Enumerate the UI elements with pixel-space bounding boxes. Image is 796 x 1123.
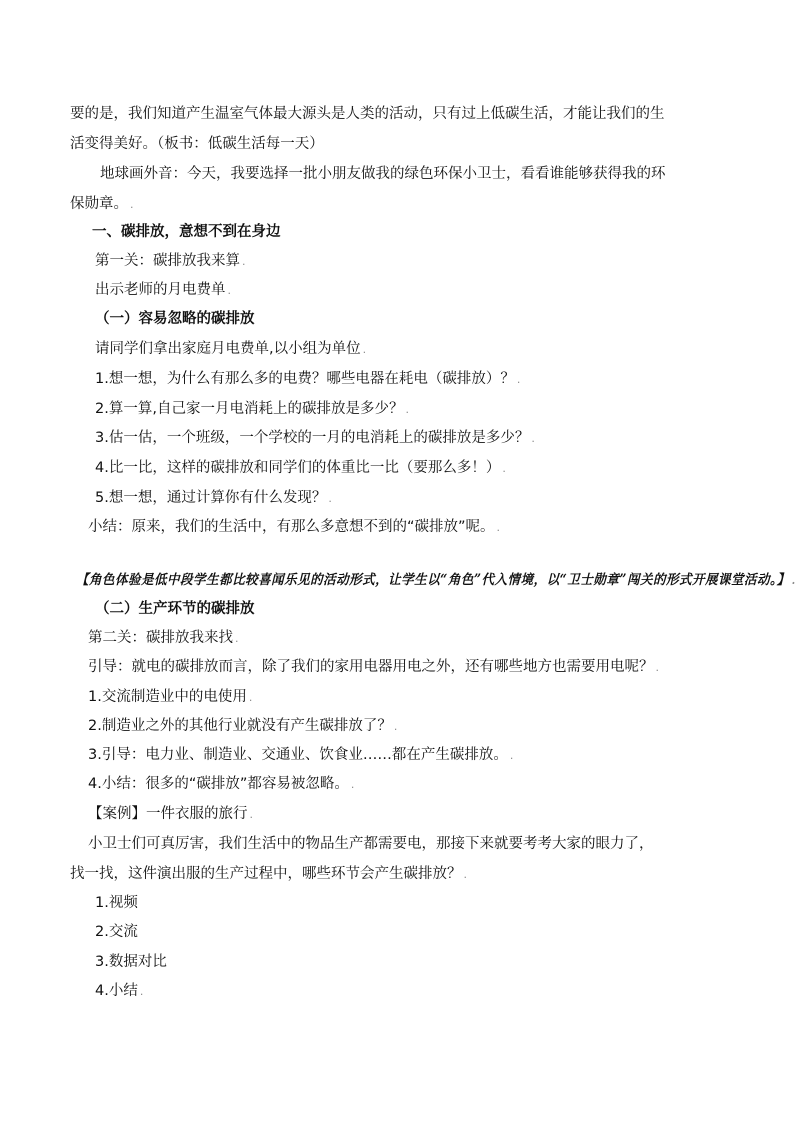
paragraph-line: 第一关：碳排放我来算 . [95, 253, 246, 269]
paragraph-line: 活变得美好。（板书：低碳生活每一天） [70, 136, 324, 152]
list-item: 2.制造业之外的其他行业就没有产生碳排放了？ . [88, 718, 398, 734]
paragraph-line: 出示老师的月电费单 . [95, 282, 231, 298]
paragraph-line: 地球画外音：今天，我要选择一批小朋友做我的绿色环保小卫士，看看谁能够获得我的环 [100, 166, 666, 182]
section-heading: 一、碳排放，意想不到在身边 [92, 224, 281, 240]
paragraph-line: 第二关：碳排放我来找 . [88, 630, 239, 646]
list-item: 5.想一想，通过计算你有什么发现？ . [95, 490, 332, 506]
list-item: 1.交流制造业中的电使用 . [88, 689, 253, 705]
list-item: 3.引导：电力业、制造业、交通业、饮食业……都在产生碳排放。 . [88, 747, 514, 763]
list-item: 4.小结 . [95, 983, 144, 999]
paragraph-line: 小卫士们可真厉害，我们生活中的物品生产都需要电，那接下来就要考考大家的眼力了， [88, 836, 654, 852]
summary-line: 小结：原来，我们的生活中，有那么多意想不到的“碳排放”呢。 . [88, 519, 501, 535]
list-item: 2.算一算,自己家一月电消耗上的碳排放是多少？ . [95, 401, 409, 417]
list-item: 3.估一估，一个班级，一个学校的一月的电消耗上的碳排放是多少？ . [95, 430, 535, 446]
list-item: 4.小结：很多的“碳排放”都容易被忽略。 . [88, 776, 355, 792]
subsection-heading: （一）容易忽略的碳排放 [95, 311, 255, 327]
paragraph-line: 请同学们拿出家庭月电费单,以小组为单位 . [95, 341, 367, 357]
paragraph-line: 找一找，这件演出服的生产过程中，哪些环节会产生碳排放？ . [70, 866, 467, 882]
list-item: 3.数据对比 [95, 954, 167, 970]
teaching-note: 【角色体验是低中段学生都比较喜闻乐见的活动形式，让学生以“角色”代入情境，以“卫士勋章”闯关的形式开展课堂活动。】 . [76, 572, 796, 588]
paragraph-line: 保勋章。 . [70, 196, 134, 212]
paragraph-line: 引导：就电的碳排放而言，除了我们的家用电器用电之外，还有哪些地方也需要用电呢？ . [88, 659, 659, 675]
subsection-heading: （二）生产环节的碳排放 [95, 601, 255, 617]
list-item: 2.交流 [95, 924, 138, 940]
case-title: 【案例】一件衣服的旅行 . [88, 806, 253, 822]
list-item: 4.比一比，这样的碳排放和同学们的体重比一比（要那么多！） . [95, 460, 506, 476]
paragraph-line: 要的是，我们知道产生温室气体最大源头是人类的活动，只有过上低碳生活，才能让我们的生 [70, 106, 665, 122]
list-item: 1.想一想，为什么有那么多的电费？哪些电器在耗电（碳排放）？ . [95, 371, 521, 387]
list-item: 1.视频 [95, 895, 138, 911]
